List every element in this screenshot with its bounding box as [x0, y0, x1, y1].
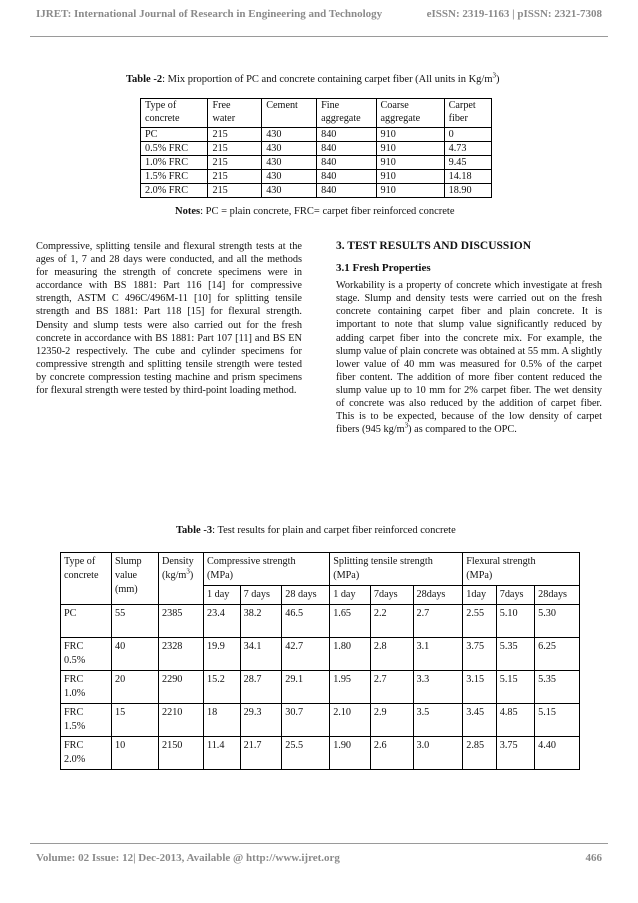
- t2-h-coarse: Coarse aggregate: [376, 99, 444, 128]
- table-cell: 215: [208, 128, 262, 142]
- issn-info: eISSN: 2319-1163 | pISSN: 2321-7308: [426, 8, 602, 20]
- t2-h-type: Type of concrete: [141, 99, 208, 128]
- table-cell: 215: [208, 184, 262, 198]
- t3-h-slump: Slump value (mm): [112, 553, 159, 605]
- table-row: [61, 704, 580, 737]
- table-cell: 15.2: [204, 671, 241, 704]
- table-cell: 2385: [159, 605, 204, 638]
- table-cell: 2.2: [370, 605, 413, 638]
- t3-h-compressive: Compressive strength (MPa): [204, 553, 330, 586]
- table-cell: 3.75: [496, 737, 534, 770]
- table-cell: 2.55: [463, 605, 496, 638]
- table-cell: 1.5% FRC: [141, 170, 208, 184]
- table-cell: PC: [141, 128, 208, 142]
- table3-test-results: [60, 552, 580, 770]
- table-cell: 910: [376, 184, 444, 198]
- table-cell: 28 days: [282, 586, 330, 605]
- t3-h-splitting: Splitting tensile strength (MPa): [330, 553, 463, 586]
- table-cell: 2.9: [370, 704, 413, 737]
- table-cell: 3.75: [463, 638, 496, 671]
- table-cell: 20: [112, 671, 159, 704]
- table-cell: 430: [262, 184, 317, 198]
- table-cell: 2.6: [370, 737, 413, 770]
- page-number: 466: [585, 852, 602, 864]
- t3-h-density: Density $(kg/m^3)$: [159, 553, 204, 605]
- table-cell: 3.3: [413, 671, 463, 704]
- table3-caption: [176, 525, 456, 536]
- table-row: [141, 142, 492, 156]
- table-cell: 2328: [159, 638, 204, 671]
- table-cell: 215: [208, 156, 262, 170]
- table-cell: 18.90: [444, 184, 491, 198]
- table2-notes: [175, 206, 455, 217]
- left-column: [36, 240, 302, 397]
- table-cell: 910: [376, 156, 444, 170]
- t2-h-water: Free water: [208, 99, 262, 128]
- table-cell: 7days: [370, 586, 413, 605]
- table-cell: 46.5: [282, 605, 330, 638]
- table-cell: FRC 0.5%: [61, 638, 112, 671]
- notes-label: Notes: [175, 206, 201, 217]
- table2-mix-proportion: [140, 98, 492, 198]
- table-cell: 3.45: [463, 704, 496, 737]
- table-cell: 1.0% FRC: [141, 156, 208, 170]
- table2-caption: [126, 71, 500, 85]
- table-cell: 215: [208, 170, 262, 184]
- t2-h-cement: Cement: [262, 99, 317, 128]
- table-cell: 9.45: [444, 156, 491, 170]
- table-cell: 55: [112, 605, 159, 638]
- table-cell: 28days: [413, 586, 463, 605]
- table3-header-row: [61, 553, 580, 586]
- table-cell: 19.9: [204, 638, 241, 671]
- table-cell: 3.1: [413, 638, 463, 671]
- table-cell: 0.5% FRC: [141, 142, 208, 156]
- table-cell: 430: [262, 170, 317, 184]
- table-cell: 28.7: [240, 671, 282, 704]
- table-cell: 2.85: [463, 737, 496, 770]
- table-row: [61, 605, 580, 638]
- table-cell: 4.73: [444, 142, 491, 156]
- table-cell: 2290: [159, 671, 204, 704]
- table-cell: 3.15: [463, 671, 496, 704]
- table-cell: 25.5: [282, 737, 330, 770]
- table-cell: 34.1: [240, 638, 282, 671]
- footer-rule: [30, 843, 608, 844]
- table-row: [141, 184, 492, 198]
- table3-caption-text: : Test results for plain and carpet fiber reinforced concrete: [212, 525, 456, 536]
- table2-caption-sup: 3: [492, 71, 496, 80]
- table-cell: 910: [376, 170, 444, 184]
- table-cell: 11.4: [204, 737, 241, 770]
- table-cell: 910: [376, 142, 444, 156]
- table-cell: 2150: [159, 737, 204, 770]
- table-cell: PC: [61, 605, 112, 638]
- table-cell: 430: [262, 156, 317, 170]
- table-cell: 23.4: [204, 605, 241, 638]
- t2-h-fiber: Carpet fiber: [444, 99, 491, 128]
- table-cell: 1.90: [330, 737, 371, 770]
- table-cell: 15: [112, 704, 159, 737]
- table-cell: 2.10: [330, 704, 371, 737]
- journal-name: IJRET: International Journal of Research in Engineering and Technology: [36, 8, 383, 20]
- table-cell: 430: [262, 128, 317, 142]
- table-cell: 5.35: [496, 638, 534, 671]
- table-cell: 910: [376, 128, 444, 142]
- table-cell: 1.65: [330, 605, 371, 638]
- table-cell: 2.7: [413, 605, 463, 638]
- right-column: [336, 240, 602, 436]
- table-cell: 1 day: [204, 586, 241, 605]
- t2-h-fine: Fine aggregate: [317, 99, 376, 128]
- table-row: [61, 671, 580, 704]
- header-rule: [30, 36, 608, 37]
- table-cell: FRC 1.0%: [61, 671, 112, 704]
- volume-info: Volume: 02 Issue: 12| Dec-2013, Available @ http://www.ijret.org: [36, 852, 340, 864]
- table-cell: 840: [317, 184, 376, 198]
- table-row: [61, 638, 580, 671]
- table-cell: FRC 1.5%: [61, 704, 112, 737]
- methods-paragraph: Compressive, splitting tensile and flexural strength tests at the ages of 1, 7 and 28 days were conducted, and all the methods for measuring the strength of concrete specimens were in accordance with BS 1881: Part 116 [14] for compressive strength, ASTM C 496C/496M-11 [10] for splitting tensile strength and BS 1881: Part 118 [15] for flexural strength. Density and slump tests were also carried out for the fresh concrete in accordance with BS 1881: Part 107 [11] and BS EN 12350-2 respectively. The cube and cylinder specimens for compressive strength and splitting tensile strength were tested by concrete compression testing machine and prism specimens for flexural strength were tested by third-point loading method.: [36, 241, 302, 397]
- running-header: [36, 8, 602, 20]
- table-cell: 5.35: [535, 671, 580, 704]
- table-cell: 21.7: [240, 737, 282, 770]
- table-cell: 840: [317, 128, 376, 142]
- table-cell: 7 days: [240, 586, 282, 605]
- section-heading: 3. TEST RESULTS AND DISCUSSION: [336, 240, 532, 252]
- table-cell: 1.80: [330, 638, 371, 671]
- table2-header-row: [141, 99, 492, 128]
- table-cell: 0: [444, 128, 491, 142]
- table-cell: 840: [317, 170, 376, 184]
- table-cell: 29.3: [240, 704, 282, 737]
- running-footer: [36, 852, 602, 864]
- table-cell: 5.15: [496, 671, 534, 704]
- table-cell: 5.30: [535, 605, 580, 638]
- table-cell: 5.10: [496, 605, 534, 638]
- table-cell: 2210: [159, 704, 204, 737]
- table-cell: 1day: [463, 586, 496, 605]
- table-row: [141, 128, 492, 142]
- table-row: [141, 170, 492, 184]
- table-cell: 40: [112, 638, 159, 671]
- table-cell: 1.95: [330, 671, 371, 704]
- table-cell: 430: [262, 142, 317, 156]
- table-cell: 840: [317, 156, 376, 170]
- table2-label: Table -2: [126, 74, 163, 85]
- table-cell: 7days: [496, 586, 534, 605]
- table-cell: 6.25: [535, 638, 580, 671]
- table-row: [61, 737, 580, 770]
- table2-caption-text: : Mix proportion of PC and concrete containing carpet fiber (All units in Kg/m: [162, 74, 493, 85]
- table-cell: 42.7: [282, 638, 330, 671]
- table-cell: 29.1: [282, 671, 330, 704]
- t3-h-flexural: Flexural strength (MPa): [463, 553, 580, 586]
- table-cell: 14.18: [444, 170, 491, 184]
- t3-h-type: Type of concrete: [61, 553, 112, 605]
- table-cell: 38.2: [240, 605, 282, 638]
- table-cell: 4.40: [535, 737, 580, 770]
- subsection-heading: 3.1 Fresh Properties: [336, 262, 431, 275]
- table-cell: 2.0% FRC: [141, 184, 208, 198]
- table-cell: FRC 2.0%: [61, 737, 112, 770]
- table-cell: 2.8: [370, 638, 413, 671]
- table-cell: 4.85: [496, 704, 534, 737]
- fresh-properties-paragraph: Workability is a property of concrete which investigate at fresh stage. Slump and density tests were carried out on the fresh concrete containing carpet fiber and plain concrete. It is important to note that slump value significantly reduced by adding carpet fiber into the concrete mix. For example, the slump value of plain concrete was obtained at 55 mm. A slightly lower value of 40 mm was measured for 0.5% of the carpet fiber content. The addition of more fiber content reduced the slump value up to 10 mm for 2% carpet fiber. The wet density of concrete was also reduced by the addition of carpet fiber. This is to be expected, because of the low density of carpet fibers (945 $kg/m^3$) as compared to the OPC.: [336, 280, 602, 436]
- table-cell: 5.15: [535, 704, 580, 737]
- table-row: [141, 156, 492, 170]
- notes-text: : PC = plain concrete, FRC= carpet fiber reinforced concrete: [200, 206, 455, 217]
- table-cell: 30.7: [282, 704, 330, 737]
- table2-caption-close: ): [495, 74, 500, 85]
- table-cell: 1 day: [330, 586, 371, 605]
- table-cell: 215: [208, 142, 262, 156]
- table-cell: 28days: [535, 586, 580, 605]
- table-cell: 18: [204, 704, 241, 737]
- table-cell: 840: [317, 142, 376, 156]
- table-cell: 10: [112, 737, 159, 770]
- table-cell: 3.0: [413, 737, 463, 770]
- table-cell: 2.7: [370, 671, 413, 704]
- table3-label: Table -3: [176, 525, 213, 536]
- table-cell: 3.5: [413, 704, 463, 737]
